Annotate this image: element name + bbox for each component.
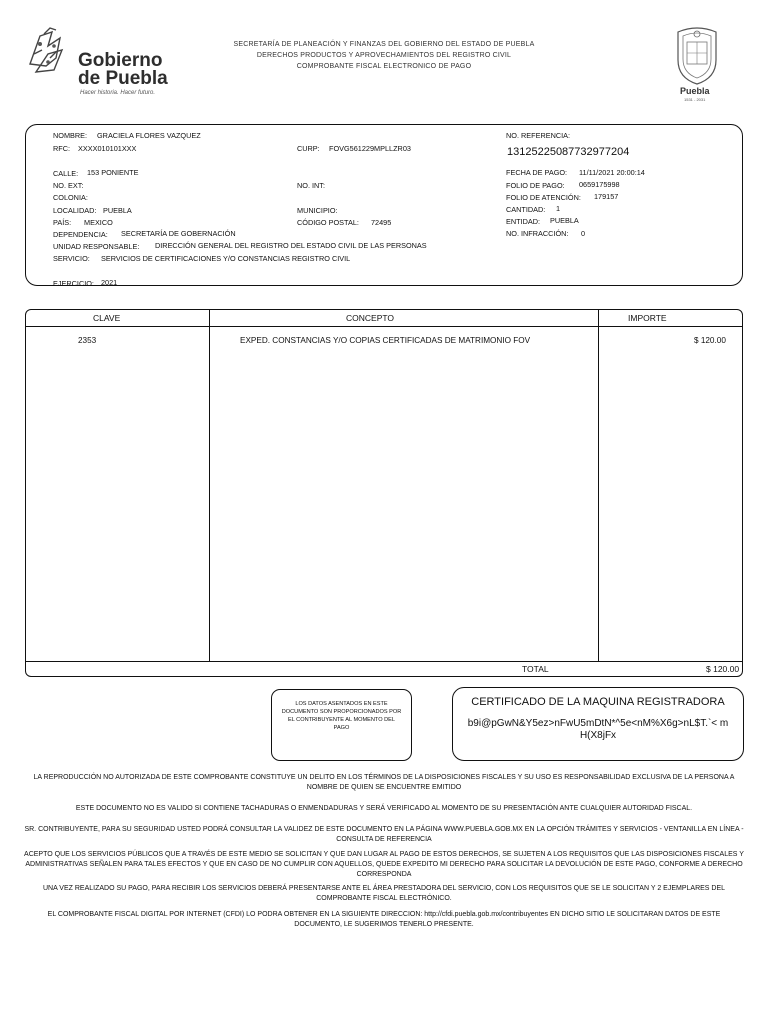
- header-line-3: COMPROBANTE FISCAL ELECTRONICO DE PAGO: [296, 63, 472, 70]
- cantidad-value: 1: [556, 204, 561, 213]
- total-divider: [26, 661, 742, 662]
- legal-paragraph-1: LA REPRODUCCIÓN NO AUTORIZADA DE ESTE COMPROBANTE CONSTITUYE UN DELITO EN LOS TÉRMINOS DE LA DISPOSICIONES FISCALES Y SU USO ES RESPONSABILIDAD EXCLUSIVA DE LA PERSONA A NOMBRE DE QUIEN SE ENCUENTRE EMITIDO: [33, 774, 735, 791]
- legal-paragraph-3: SR. CONTRIBUYENTE, PARA SU SEGURIDAD USTED PODRÁ CONSULTAR LA VALIDEZ DE ESTE DOCUMENTO EN LA PÁGINA WWW.PUEBLA.GOB.MX EN LA OPCIÓN TRÁMITES Y SERVICIOS - VENTANILLA EN LÍNEA - CONSULTA DE REFERENCIA: [24, 826, 744, 843]
- unidad-value: DIRECCIÓN GENERAL DEL REGISTRO DEL ESTADO CIVIL DE LAS PERSONAS: [155, 241, 427, 250]
- ejercicio-value: 2021: [101, 278, 118, 287]
- gobierno-puebla-logo: [26, 22, 176, 100]
- referencia-label: NO. REFERENCIA:: [506, 131, 571, 140]
- fecha-value: 11/11/2021 20:00:14: [579, 168, 645, 177]
- legal-paragraph-2: ESTE DOCUMENTO NO ES VALIDO SI CONTIENE TACHADURAS O ENMENDADURAS Y SERÁ VERIFICADO AL MOMENTO DE SU PRESENTACIÓN ANTE CUALQUIER AUTORIDAD FISCAL.: [75, 805, 693, 812]
- servicio-label: SERVICIO:: [53, 254, 90, 263]
- calle-label: CALLE:: [53, 169, 79, 178]
- folio-pago-label: FOLIO DE PAGO:: [506, 181, 565, 190]
- row-importe: $ 120.00: [694, 336, 726, 345]
- noext-label: NO. EXT:: [53, 181, 84, 190]
- rfc-value: XXXX010101XXX: [78, 144, 137, 153]
- row-concepto: EXPED. CONSTANCIAS Y/O COPIAS CERTIFICADAS DE MATRIMONIO FOV: [240, 336, 531, 345]
- pais-value: MEXICO: [84, 218, 113, 227]
- total-label: TOTAL: [522, 664, 549, 674]
- logo-line1: Gobierno: [78, 50, 163, 71]
- data-notice-box: [271, 689, 412, 761]
- legal-paragraph-6: EL COMPROBANTE FISCAL DIGITAL POR INTERNET (CFDI) LO PODRA OBTENER EN LA SIGUIENTE DIRECCION: http://cfdi.puebla.gob.mx/contribuyentes EN DICHO SITIO LE SOLICITARAN DATOS DE ESTE DOCUMENTO, LE SUGERIMOS TENERLO PRESENTE.: [47, 911, 721, 928]
- rfc-label: RFC:: [53, 144, 71, 153]
- logo-line2: de Puebla: [78, 68, 168, 89]
- localidad-value: PUEBLA: [103, 206, 132, 215]
- col-divider-1: [209, 310, 210, 661]
- total-value: $ 120.00: [706, 664, 740, 674]
- fecha-label: FECHA DE PAGO:: [506, 168, 568, 177]
- header-line-2: DERECHOS PRODUCTOS Y APROVECHAMIENTOS DEL REGISTRO CIVIL: [256, 52, 512, 59]
- colonia-label: COLONIA:: [53, 193, 88, 202]
- curp-label: CURP:: [297, 144, 320, 153]
- pais-label: PAÍS:: [53, 218, 72, 227]
- curp-value: FOVG561229MPLLZR03: [329, 144, 411, 153]
- folio-atencion-value: 179157: [594, 192, 619, 201]
- cp-value: 72495: [371, 218, 392, 227]
- certificate-title: CERTIFICADO DE LA MAQUINA REGISTRADORA: [471, 696, 725, 708]
- header-divider: [26, 326, 742, 327]
- cp-label: CÓDIGO POSTAL:: [297, 218, 359, 227]
- certificate-box: [452, 687, 744, 761]
- dependencia-value: SECRETARÍA DE GOBERNACIÓN: [121, 229, 236, 238]
- infraccion-value: 0: [581, 229, 586, 238]
- col-header-importe: IMPORTE: [628, 313, 667, 323]
- seal-label: Puebla: [680, 86, 710, 96]
- calle-value: 153 PONIENTE: [87, 168, 139, 177]
- municipio-label: MUNICIPIO:: [297, 206, 338, 215]
- items-table: [25, 309, 743, 677]
- infraccion-label: NO. INFRACCIÓN:: [506, 229, 569, 238]
- puebla-seal: [672, 24, 722, 102]
- coat-of-arms-icon: [672, 24, 722, 86]
- localidad-label: LOCALIDAD:: [53, 206, 97, 215]
- ejercicio-label: EJERCICIO:: [53, 279, 94, 288]
- header-line-1: SECRETARÍA DE PLANEACIÓN Y FINANZAS DEL GOBIERNO DEL ESTADO DE PUEBLA: [233, 41, 535, 48]
- certificate-code: b9i@pGwN&Y5ez>nFwU5mDtN*^5e<nM%X6g>nL$T.`< mH(X8jFx: [467, 718, 729, 741]
- legal-paragraph-4: ACEPTO QUE LOS SERVICIOS PÚBLICOS QUE A TRAVÉS DE ESTE MEDIO SE SOLICITAN Y QUE DAN LUGAR AL PAGO DE ESTOS DERECHOS, SE SUJETEN A LOS REQUISITOS QUE LAS DISPOSICIONES FISCALES Y ADMINISTRATIVAS SEÑALEN PARA TALES EFECTOS Y QUE EN CASO DE NO CUMPLIR CON AQUELLOS, QUEDE EXPEDITO MI DERECHO PARA SOLICITAR LA DEVOLUCIÓN DE ESTE PAGO, CONFORME A DERECHO CORRESPONDA: [24, 851, 744, 878]
- nombre-value: GRACIELA FLORES VAZQUEZ: [97, 131, 201, 140]
- folio-atencion-label: FOLIO DE ATENCIÓN:: [506, 193, 581, 202]
- nombre-label: NOMBRE:: [53, 131, 88, 140]
- col-divider-2: [598, 310, 599, 661]
- folio-pago-value: 0659175998: [579, 180, 620, 189]
- col-header-concepto: CONCEPTO: [346, 313, 395, 323]
- unidad-label: UNIDAD RESPONSABLE:: [53, 242, 140, 251]
- dependencia-label: DEPENDENCIA:: [53, 230, 108, 239]
- referencia-value: 13125225087732977204: [507, 146, 630, 158]
- data-notice-text: LOS DATOS ASENTADOS EN ESTE DOCUMENTO SON PROPORCIONADOS POR EL CONTRIBUYENTE AL MOMENTO DEL PAGO: [281, 701, 402, 731]
- cantidad-label: CANTIDAD:: [506, 205, 546, 214]
- row-clave: 2353: [78, 336, 97, 345]
- servicio-value: SERVICIOS DE CERTIFICACIONES Y/O CONSTANCIAS REGISTRO CIVIL: [101, 254, 351, 263]
- col-header-clave: CLAVE: [93, 313, 121, 323]
- entidad-label: ENTIDAD:: [506, 217, 541, 226]
- legal-paragraph-5: UNA VEZ REALIZADO SU PAGO, PARA RECIBIR LOS SERVICIOS DEBERÁ PRESENTARSE ANTE EL ÁREA PRESTADORA DEL SERVICIO, CON LOS REQUISITOS QUE SE LE SOLICITAN Y 2 EJEMPLARES DEL COMPROBANTE FISCAL ELECTRÓNICO.: [42, 885, 726, 902]
- seal-years: 1531 - 2031: [684, 97, 706, 102]
- logo-tagline: Hacer historia. Hacer futuro.: [80, 90, 156, 96]
- noint-label: NO. INT:: [297, 181, 325, 190]
- entidad-value: PUEBLA: [550, 216, 579, 225]
